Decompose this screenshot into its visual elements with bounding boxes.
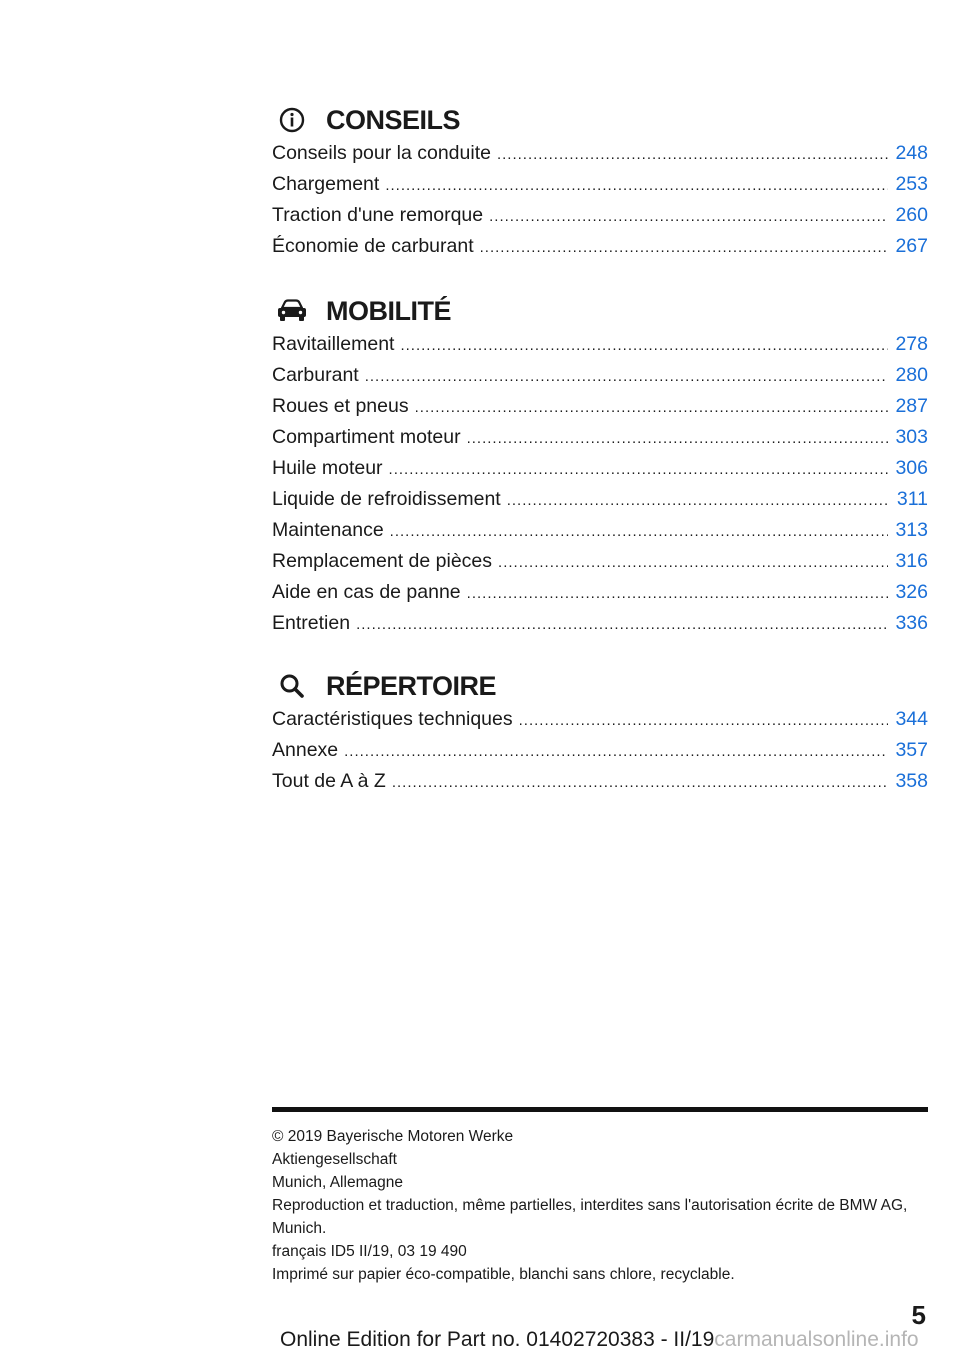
toc-page-link[interactable]: 344 [895,708,928,730]
toc-entry-label: Chargement [272,173,380,195]
dot-leader [519,712,888,729]
toc-entry[interactable] [272,581,928,612]
search-icon [272,666,312,706]
toc-page-link[interactable]: 280 [895,364,928,386]
dot-leader [507,492,888,509]
toc-page-link[interactable]: 326 [895,581,928,603]
toc-page-link[interactable]: 357 [895,739,928,761]
toc-entry-label: Caractéristiques techniques [272,708,513,730]
toc-page-link[interactable]: 260 [895,204,928,226]
dot-leader [389,461,888,478]
toc-entry[interactable] [272,770,928,801]
toc-entry[interactable] [272,457,928,488]
dot-leader [498,554,888,571]
toc-page-link[interactable]: 248 [895,142,928,164]
section-header [272,291,928,331]
toc-entry-label: Tout de A à Z [272,770,386,792]
toc-entry-label: Roues et pneus [272,395,409,417]
toc-page-link[interactable]: 303 [895,426,928,448]
toc-page-link[interactable]: 336 [895,612,928,634]
toc-entry-label: Maintenance [272,519,384,541]
toc-page-link[interactable]: 287 [895,395,928,417]
company-line: Aktiengesellschaft [272,1151,397,1168]
toc-entry-label: Compartiment moteur [272,426,461,448]
dot-leader [415,399,888,416]
toc-entry-label: Huile moteur [272,457,383,479]
dot-leader [390,523,888,540]
toc-entry[interactable] [272,173,928,204]
toc-entry[interactable] [272,708,928,739]
toc-entry[interactable] [272,426,928,457]
section-title: RÉPERTOIRE [326,670,497,701]
toc-page-link[interactable]: 278 [895,333,928,355]
toc-page-link[interactable]: 267 [895,235,928,257]
dot-leader [400,337,888,354]
section-header [272,100,928,140]
toc-page-link[interactable]: 316 [895,550,928,572]
section-conseils [272,100,928,266]
dot-leader [480,239,888,256]
toc-entry[interactable] [272,333,928,364]
toc-entry[interactable] [272,488,928,519]
dot-leader [467,585,888,602]
toc-entry[interactable] [272,142,928,173]
toc-entry[interactable] [272,550,928,581]
section-title: MOBILITÉ [326,295,451,326]
toc-entry[interactable] [272,235,928,266]
toc-entry[interactable] [272,395,928,426]
toc-page-link[interactable]: 358 [895,770,928,792]
divider-rule [272,1107,928,1112]
dot-leader [467,430,888,447]
toc-entry-label: Ravitaillement [272,333,395,355]
footer-edition-text: Online Edition for Part no. 01402720383 - II/19 [280,1328,715,1351]
imprint-block [272,1125,928,1286]
toc-entry[interactable] [272,364,928,395]
toc-entry[interactable] [272,739,928,770]
dot-leader [392,774,888,791]
toc-entry-label: Entretien [272,612,351,634]
toc-entry-label: Carburant [272,364,359,386]
section-repertoire [272,666,928,801]
section-mobilite [272,291,928,643]
dot-leader [497,146,888,163]
toc-entry-label: Traction d'une remorque [272,204,484,226]
toc-entry[interactable] [272,204,928,235]
footer [280,1328,919,1352]
toc-entry[interactable] [272,612,928,643]
edition-line: français ID5 II/19, 03 19 490 [272,1243,467,1260]
section-title: CONSEILS [326,104,461,135]
toc-page-link[interactable]: 253 [895,173,928,195]
watermark: carmanualsonline.info [714,1328,919,1351]
info-icon [272,100,312,140]
location-line: Munich, Allemagne [272,1174,403,1191]
page-number: 5 [911,1300,926,1330]
toc-entry-label: Liquide de refroidissement [272,488,501,510]
toc-entry[interactable] [272,519,928,550]
section-header [272,666,928,706]
toc-page-link[interactable]: 313 [895,519,928,541]
dot-leader [489,208,888,225]
copyright-line: © 2019 Bayerische Motoren Werke [272,1128,514,1145]
dot-leader [385,177,888,194]
toc-page-link[interactable]: 311 [896,488,928,510]
toc-entry-label: Aide en cas de panne [272,581,461,603]
toc-entry-label: Économie de carburant [272,235,474,257]
reproduction-notice: Reproduction et traduction, même partielles, interdites sans l'autorisation écrite de BMW AG, Munich. [272,1197,908,1237]
dot-leader [365,368,888,385]
toc-entry-label: Remplacement de pièces [272,550,493,572]
toc-entry-label: Conseils pour la conduite [272,142,491,164]
toc-entry-label: Annexe [272,739,339,761]
dot-leader [356,616,888,633]
paper-notice: Imprimé sur papier éco-compatible, blanchi sans chlore, recyclable. [272,1266,735,1283]
dot-leader [344,743,888,760]
toc-page-link[interactable]: 306 [895,457,928,479]
car-icon [272,291,312,331]
